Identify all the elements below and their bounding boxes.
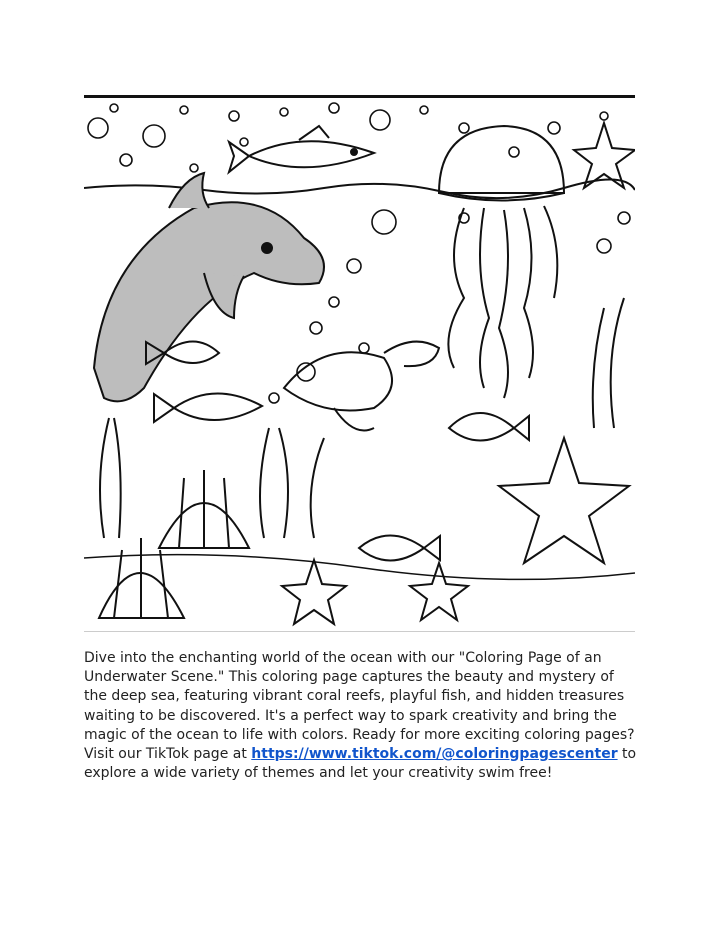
striped-fish <box>154 393 262 422</box>
sea-turtle <box>284 342 439 431</box>
round-fish-right <box>449 413 529 441</box>
big-starfish <box>499 438 629 563</box>
clownfish <box>359 536 440 561</box>
top-fish <box>229 126 374 172</box>
description-text: Dive into the enchanting world of the ocean with our "Coloring Page of an Underwater Scene." This coloring page captures the beauty and mystery of the deep sea, featuring vibrant coral reefs, playful fish, and hidden treasures waiting to be discovered. It's a perfect way to spark creativity and bring the magic of the ocean to life with colors. Ready for more exciting coloring pages? Visit our TikTok page at <box>84 650 635 763</box>
jellyfish <box>439 126 564 398</box>
sand-line <box>84 555 635 580</box>
starfish-bottom-left <box>282 560 346 624</box>
shell-large <box>159 470 249 548</box>
tiktok-link[interactable]: https://www.tiktok.com/@coloringpagescenter <box>251 746 618 763</box>
description-text-end: to explore a wide variety of themes and let your creativity swim free! <box>84 746 637 782</box>
starfish-top <box>574 123 635 188</box>
description-paragraph <box>84 649 639 783</box>
starfish-bottom-mid <box>410 563 468 620</box>
underwater-coloring-illustration <box>84 95 635 632</box>
dolphin <box>94 173 324 401</box>
shell-lower-left <box>99 538 184 618</box>
